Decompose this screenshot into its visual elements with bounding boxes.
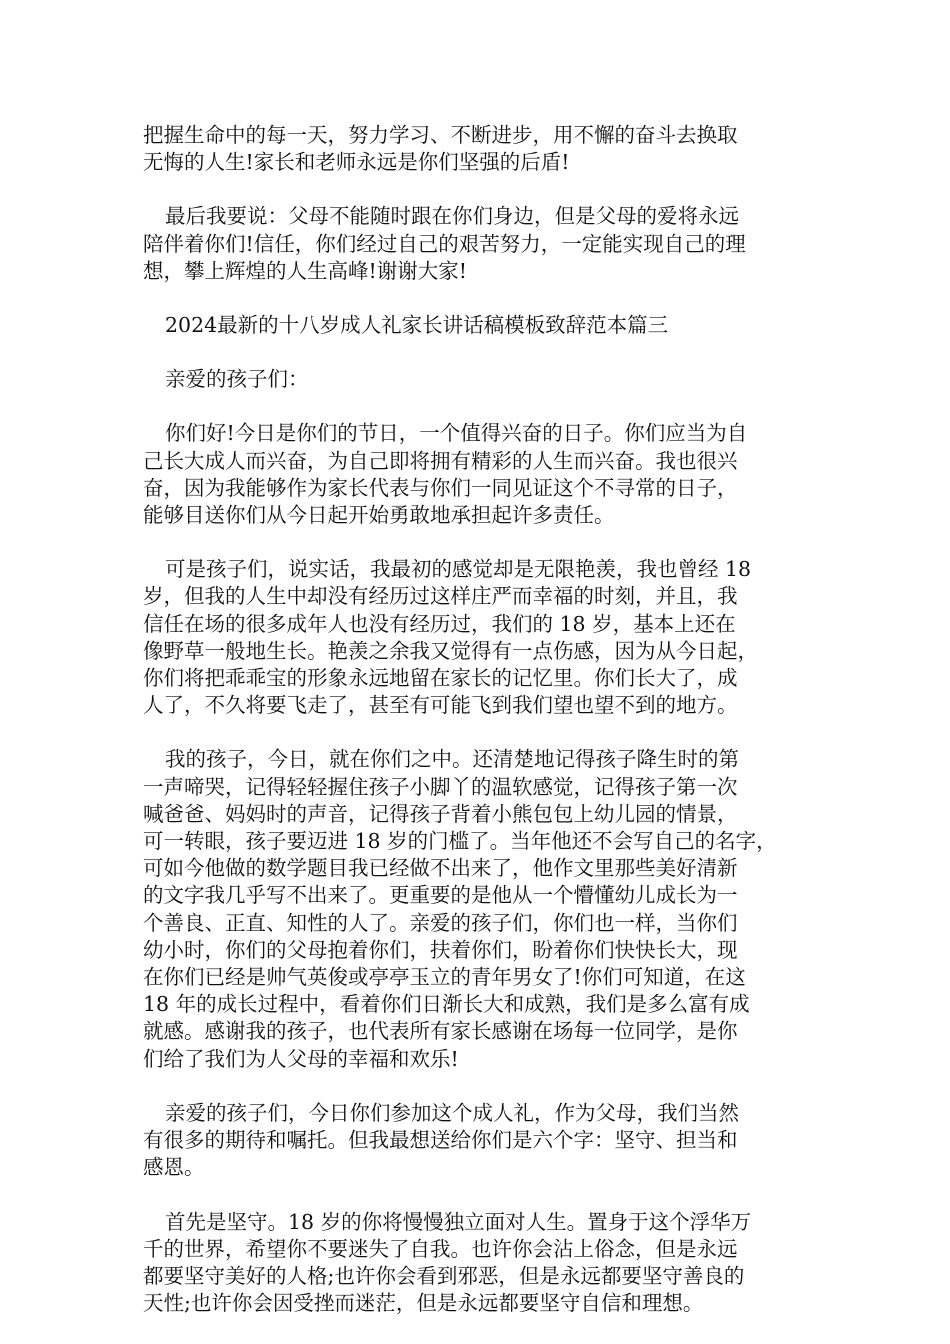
text-line: 己长大成人而兴奋，为自己即将拥有精彩的人生而兴奋。我也很兴: [143, 448, 738, 473]
text-line: 陪伴着你们!信任，你们经过自己的艰苦努力，一定能实现自己的理: [143, 231, 746, 256]
text-line: 幼小时，你们的父母抱着你们，扶着你们，盼着你们快快长大，现: [143, 937, 738, 962]
text-line: 你们好!今日是你们的节日，一个值得兴奋的日子。你们应当为自: [165, 421, 748, 446]
text-line: 可是孩子们，说实话，我最初的感觉却是无限艳羡，我也曾经 18: [165, 557, 752, 582]
paragraph: [143, 1100, 809, 1182]
paragraph: [143, 366, 809, 393]
text-line: 可一转眼，孩子要迈进 18 岁的门槛了。当年他还不会写自己的名字，: [143, 829, 777, 854]
text-line: 有很多的期待和嘱托。但我最想送给你们是六个字：坚守、担当和: [143, 1128, 738, 1153]
text-line: 在你们已经是帅气英俊或亭亭玉立的青年男女了!你们可知道，在这: [143, 965, 746, 990]
text-line: 一声啼哭，记得轻轻握住孩子小脚丫的温软感觉，记得孩子第一次: [143, 774, 738, 799]
text-line: 亲爱的孩子们：: [165, 367, 309, 392]
text-line: 想，攀上辉煌的人生高峰!谢谢大家!: [143, 258, 467, 283]
document-body: [143, 122, 809, 1344]
text-line: 你们将把乖乖宝的形象永远地留在家长的记忆里。你们长大了，成: [143, 666, 738, 691]
text-line: 们给了我们为人父母的幸福和欢乐!: [143, 1046, 459, 1071]
text-line: 感恩。: [143, 1155, 205, 1180]
text-line: 千的世界，希望你不要迷失了自我。也许你会沾上俗念，但是永远: [143, 1236, 738, 1261]
text-line: 能够目送你们从今日起开始勇敢地承担起许多责任。: [143, 503, 615, 528]
text-line: 首先是坚守。18 岁的你将慢慢独立面对人生。置身于这个浮华万: [165, 1209, 752, 1234]
text-line: 像野草一般地生长。艳羡之余我又觉得有一点伤感，因为从今日起，: [143, 638, 758, 663]
paragraph: [143, 420, 809, 529]
text-line: 天性;也许你会因受挫而迷茫，但是永远都要坚守自信和理想。: [143, 1291, 704, 1316]
text-line: 可如今他做的数学题目我已经做不出来了，他作文里那些美好清新: [143, 856, 738, 881]
text-line: 我的孩子，今日，就在你们之中。还清楚地记得孩子降生时的第: [165, 747, 739, 772]
text-line: 喊爸爸、妈妈时的声音，记得孩子背着小熊包包上幼儿园的情景，: [143, 801, 738, 826]
paragraph: [143, 746, 809, 1072]
paragraph: [143, 122, 809, 176]
text-line: 人了，不久将要飞走了，甚至有可能飞到我们望也望不到的地方。: [143, 693, 738, 718]
paragraph: [143, 556, 809, 719]
paragraph: [143, 203, 809, 285]
text-line: 个善良、正直、知性的人了。亲爱的孩子们，你们也一样，当你们: [143, 910, 738, 935]
text-line: 奋，因为我能够作为家长代表与你们一同见证这个不寻常的日子，: [143, 475, 738, 500]
text-line: 最后我要说：父母不能随时跟在你们身边，但是父母的爱将永远: [165, 204, 739, 229]
text-line: 信任在场的很多成年人也没有经历过，我们的 18 岁，基本上还在: [143, 611, 736, 636]
text-line: 岁，但我的人生中却没有经历过这样庄严而幸福的时刻，并且，我: [143, 584, 738, 609]
paragraph: [143, 1209, 809, 1318]
text-line: 18 年的成长过程中，看着你们日渐长大和成熟，我们是多么富有成: [143, 992, 750, 1017]
text-line: 都要坚守美好的人格;也许你会看到邪恶，但是永远都要坚守善良的: [143, 1263, 745, 1288]
text-line: 就感。感谢我的孩子，也代表所有家长感谢在场每一位同学，是你: [143, 1019, 738, 1044]
paragraph: [143, 312, 809, 339]
text-line: 把握生命中的每一天，努力学习、不断进步，用不懈的奋斗去换取: [143, 123, 738, 147]
text-line: 的文字我几乎写不出来了。更重要的是他从一个懵懂幼儿成长为一: [143, 883, 738, 908]
text-line: 无悔的人生!家长和老师永远是你们坚强的后盾!: [143, 150, 570, 175]
text-line: 2024最新的十八岁成人礼家长讲话稿模板致辞范本篇三: [165, 313, 669, 338]
text-line: 亲爱的孩子们，今日你们参加这个成人礼，作为父母，我们当然: [165, 1100, 739, 1125]
